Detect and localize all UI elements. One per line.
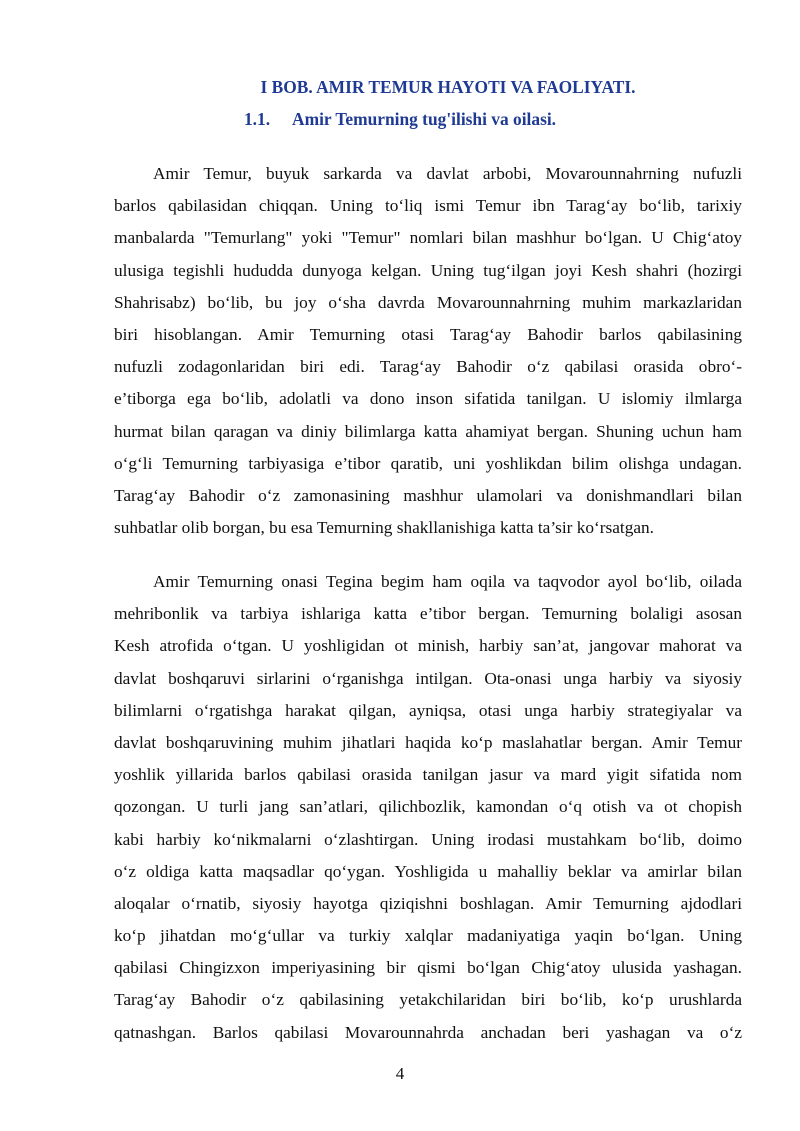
paragraph-line: Tarag‘ay Bahodir o‘z zamonasining mashhur ulamolari va donishmandlari bilan <box>114 485 742 505</box>
paragraph-line: Tarag‘ay Bahodir o‘z qabilasining yetakchilaridan biri bo‘lib, ko‘p urushlarda <box>114 990 742 1010</box>
paragraph-line: qabilasi Chingizxon imperiyasining bir qismi bo‘lgan Chig‘atoy ulusida yashagan. <box>114 958 742 978</box>
paragraph-1 <box>114 158 742 544</box>
paragraph-line: manbalarda "Temurlang" yoki "Temur" nomlari bilan mashhur bo‘lgan. U Chig‘atoy <box>114 228 742 248</box>
paragraph-line: o‘z oldiga katta maqsadlar qo‘ygan. Yoshligida u mahalliy beklar va amirlar bilan <box>114 861 742 881</box>
paragraph-line: Amir Temur, buyuk sarkarda va davlat arbobi, Movarounnahrning nufuzli <box>153 164 742 183</box>
paragraph-line: ulusiga tegishli hududda dunyoga kelgan. Uning tug‘ilgan joyi Kesh shahri (hozirgi <box>114 260 742 280</box>
paragraph-line: ko‘p jihatdan mo‘g‘ullar va turkiy xalqlar madaniyatiga yaqin bo‘lgan. Uning <box>114 926 742 946</box>
paragraph-line: hurmat bilan qaragan va diniy bilimlarga katta ahamiyat bergan. Shuning uchun ham <box>114 421 742 441</box>
section-heading <box>0 109 800 130</box>
paragraph-2 <box>114 566 742 1049</box>
paragraph-line: Amir Temurning onasi Tegina begim ham oqila va taqvodor ayol bo‘lib, oilada <box>153 572 742 591</box>
chapter-title: I BOB. AMIR TEMUR HAYOTI VA FAOLIYATI. <box>260 77 636 97</box>
page-number: 4 <box>395 1064 405 1083</box>
paragraph-line: bilimlarni o‘rgatishga harakat qilgan, ayniqsa, otasi unga harbiy strategiyalar va <box>114 700 742 720</box>
paragraph-line: Shahrisabz) bo‘lib, bu joy o‘sha davrda Movarounnahrning muhim markazlaridan <box>114 292 742 312</box>
paragraph-line: davlat boshqaruvi sirlarini o‘rganishga intilgan. Ota-onasi unga harbiy va siyosiy <box>114 668 742 688</box>
section-number: 1.1. <box>243 109 271 129</box>
paragraph-line: nufuzli zodagonlaridan biri edi. Tarag‘ay Bahodir o‘z qabilasi orasida obro‘- <box>114 357 742 377</box>
paragraph-line: Kesh atrofida o‘tgan. U yoshligidan ot minish, harbiy san’at, jangovar mahorat va <box>114 636 742 656</box>
paragraph-line: e’tiborga ega bo‘lib, adolatli va dono inson sifatida tanilgan. U islomiy ilmlarga <box>114 389 742 409</box>
paragraph-line: qatnashgan. Barlos qabilasi Movarounnahrda anchadan beri yashagan va o‘z <box>114 1022 742 1042</box>
paragraph-line: aloqalar o‘rnatib, siyosiy hayotga qiziqishni boshlagan. Amir Temurning ajdodlari <box>114 893 742 913</box>
paragraph-line: kabi harbiy ko‘nikmalarni o‘zlashtirgan. Uning irodasi mustahkam bo‘lib, doimo <box>114 829 742 849</box>
paragraph-line: o‘g‘li Temurning tarbiyasiga e’tibor qaratib, uni yoshlikdan bilim olishga undagan. <box>114 453 742 473</box>
paragraph-line: mehribonlik va tarbiya ishlariga katta e’tibor bergan. Temurning bolaligi asosan <box>114 604 742 624</box>
paragraph-line: barlos qabilasidan chiqqan. Uning to‘liq ismi Temur ibn Tarag‘ay bo‘lib, tarixiy <box>114 196 742 216</box>
section-title: Amir Temurning tug'ilishi va oilasi. <box>292 109 557 129</box>
paragraph-line: yoshlik yillarida barlos qabilasi orasida tanilgan jasur va mard yigit sifatida nom <box>114 765 742 785</box>
paragraph-line: qozongan. U turli jang san’atlari, qilichbozlik, kamondan o‘q otish va ot chopish <box>114 797 742 817</box>
paragraph-line: davlat boshqaruvining muhim jihatlari haqida ko‘p maslahatlar bergan. Amir Temur <box>114 732 742 752</box>
paragraph-line: biri hisoblangan. Amir Temurning otasi Tarag‘ay Bahodir barlos qabilasining <box>114 324 742 344</box>
paragraph-line: suhbatlar olib borgan, bu esa Temurning shakllanishiga katta ta’sir ko‘rsatgan. <box>114 518 654 538</box>
